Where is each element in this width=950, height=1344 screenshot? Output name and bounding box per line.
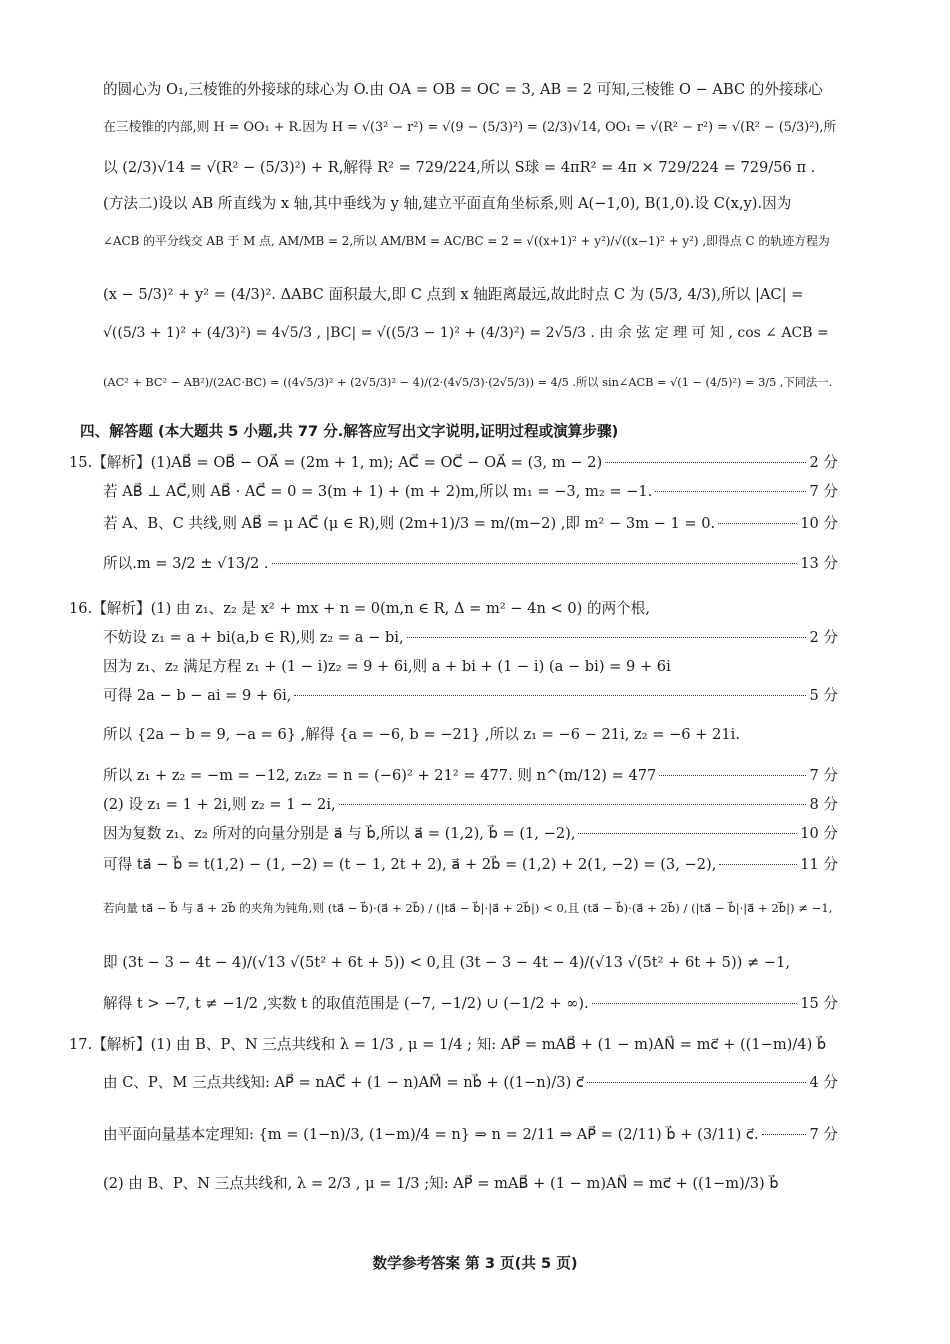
dot-leader xyxy=(272,563,798,564)
q16-text: 不妨设 z₁ = a + bi(a,b ∈ R),则 z₂ = a − bi, xyxy=(103,629,404,646)
dot-leader xyxy=(578,833,797,834)
score-label: 10 分 xyxy=(800,825,838,842)
q15-line xyxy=(69,451,838,472)
q16-text: 若向量 ta⃗ − b⃗ 与 a⃗ + 2b⃗ 的夹角为钝角,则 (ta⃗ − b⃗)·(a⃗ + 2b⃗) / (|ta⃗ − b⃗|·|a⃗ + 2b⃗|) < 0,且 (ta⃗ − b⃗)·(a⃗ + 2b⃗) / (|ta⃗ − b⃗|·|a⃗ + 2b⃗|) ≠ −1, xyxy=(103,901,833,915)
q17-text: 17.【解析】(1) 由 B、P、N 三点共线和 λ = 1/3 , μ = 1/4 ; 知: AP⃗ = mAB⃗ + (1 − m)AN⃗ = mc⃗ + ((1−m)/4) b⃗ xyxy=(69,1036,827,1053)
dot-leader xyxy=(655,491,806,492)
dot-leader xyxy=(659,775,806,776)
score-label: 7 分 xyxy=(809,767,838,784)
dot-leader xyxy=(587,1082,807,1083)
score-label: 11 分 xyxy=(800,856,838,873)
q16-text: 可得 2a − b − ai = 9 + 6i, xyxy=(103,687,292,704)
score-label: 4 分 xyxy=(809,1074,838,1091)
q16-line xyxy=(103,793,838,814)
solution-line xyxy=(103,78,838,99)
q15-text: 所以.m = 3/2 ± √13/2 . xyxy=(103,555,269,572)
q17-line xyxy=(103,1071,838,1092)
score-label: 8 分 xyxy=(809,796,838,813)
q17-text: 由平面向量基本定理知: {m = (1−n)/3, (1−m)/4 = n} ⇒ n = 2/11 ⇒ AP⃗ = (2/11) b⃗ + (3/11) c⃗. xyxy=(103,1126,759,1143)
q16-line xyxy=(103,992,838,1013)
solution-text: (AC² + BC² − AB²)/(2AC·BC) = ((4√5/3)² + (2√5/3)² − 4)/(2·(4√5/3)·(2√5/3)) = 4/5 .所以 sin∠ACB = √(1 − (4/5)²) = 3/5 ,下同法一. xyxy=(103,376,833,389)
q16-line xyxy=(103,684,838,705)
dot-leader xyxy=(718,523,797,524)
q15-text: 若 A、B、C 共线,则 AB⃗ = μ AC⃗ (μ ∈ R),则 (2m+1)/3 = m/(m−2) ,即 m² − 3m − 1 = 0. xyxy=(103,515,716,532)
score-label: 2 分 xyxy=(809,629,838,646)
q16-text: 因为复数 z₁、z₂ 所对的向量分别是 a⃗ 与 b⃗,所以 a⃗ = (1,2), b⃗ = (1, −2), xyxy=(103,825,576,842)
section-heading: 四、解答题 (本大题共 5 小题,共 77 分.解答应写出文字说明,证明过程或演算步骤) xyxy=(80,423,619,440)
q17-line xyxy=(69,1033,838,1054)
q17-line xyxy=(103,1123,838,1144)
dot-leader xyxy=(605,462,806,463)
q15-text: 若 AB⃗ ⊥ AC⃗,则 AB⃗ · AC⃗ = 0 = 3(m + 1) + (m + 2)m,所以 m₁ = −3, m₂ = −1. xyxy=(103,483,653,500)
dot-leader xyxy=(339,804,807,805)
q15-text: 15.【解析】(1)AB⃗ = OB⃗ − OA⃗ = (2m + 1, m); AC⃗ = OC⃗ − OA⃗ = (3, m − 2) xyxy=(69,454,603,471)
dot-leader xyxy=(762,1134,807,1135)
solution-text: √((5/3 + 1)² + (4/3)²) = 4√5/3 , |BC| = √((5/3 − 1)² + (4/3)²) = 2√5/3 . 由 余 弦 定 理 可 知 , cos ∠ ACB = xyxy=(103,325,829,341)
score-label: 5 分 xyxy=(809,687,838,704)
solution-line xyxy=(103,232,838,249)
score-label: 13 分 xyxy=(800,555,838,572)
q16-text: 可得 ta⃗ − b⃗ = t(1,2) − (1, −2) = (t − 1, 2t + 2), a⃗ + 2b⃗ = (1,2) + 2(1, −2) = (3, −2), xyxy=(103,856,717,873)
solution-text: 的圆心为 O₁,三棱锥的外接球的球心为 O.由 OA = OB = OC = 3, AB = 2 可知,三棱锥 O − ABC 的外接球心 xyxy=(103,81,823,98)
solution-text: 在三棱锥的内部,则 H = OO₁ + R.因为 H = √(3² − r²) = √(9 − (5/3)²) = (2/3)√14, OO₁ = √(R² − r²) = √(R² − (5/3)²),所 xyxy=(103,120,837,135)
solution-line xyxy=(103,374,838,390)
dot-leader xyxy=(407,637,807,638)
q16-text: 解得 t > −7, t ≠ −1/2 ,实数 t 的取值范围是 (−7, −1/2) ∪ (−1/2 + ∞). xyxy=(103,995,589,1012)
solution-line xyxy=(103,116,838,135)
q16-text: 所以 {2a − b = 9, −a = 6} ,解得 {a = −6, b = −21} ,所以 z₁ = −6 − 21i, z₂ = −6 + 21i. xyxy=(103,726,740,743)
q17-line xyxy=(103,1172,838,1193)
q17-text: 由 C、P、M 三点共线知: AP⃗ = nAC⃗ + (1 − n)AM⃗ = nb⃗ + ((1−n)/3) c⃗ xyxy=(103,1074,584,1091)
score-label: 10 分 xyxy=(800,515,838,532)
q16-text: 即 (3t − 3 − 4t − 4)/(√13 √(5t² + 6t + 5)) < 0,且 (3t − 3 − 4t − 4)/(√13 √(5t² + 6t + 5)) ≠ −1, xyxy=(103,954,790,971)
solution-line xyxy=(103,156,838,177)
q15-line xyxy=(103,512,838,533)
solution-line xyxy=(103,322,838,342)
q15-line xyxy=(103,552,838,573)
q16-line xyxy=(103,655,838,676)
solution-text: ∠ACB 的平分线交 AB 于 M 点, AM/MB = 2,所以 AM/BM = AC/BC = 2 = √((x+1)² + y²)/√((x−1)² + y²) ,即得点 C 的轨迹方程为 xyxy=(103,234,830,248)
q16-line xyxy=(103,626,838,647)
solution-line xyxy=(103,192,838,213)
score-label: 7 分 xyxy=(809,483,838,500)
page-footer: 数学参考答案 第 3 页(共 5 页) xyxy=(372,1255,578,1272)
q16-line xyxy=(103,853,838,874)
q17-text: (2) 由 B、P、N 三点共线和, λ = 2/3 , μ = 1/3 ;知: AP⃗ = mAB⃗ + (1 − m)AN⃗ = mc⃗ + ((1−m)/3) b⃗ xyxy=(103,1175,779,1192)
solution-text: (方法二)设以 AB 所直线为 x 轴,其中垂线为 y 轴,建立平面直角坐标系,则 A(−1,0), B(1,0).设 C(x,y).因为 xyxy=(103,195,792,212)
dot-leader xyxy=(592,1003,798,1004)
dot-leader xyxy=(294,695,806,696)
q16-line xyxy=(103,723,838,744)
q16-line xyxy=(103,764,838,785)
q15-line xyxy=(103,480,838,501)
q16-line xyxy=(69,597,838,618)
q16-text: 因为 z₁、z₂ 满足方程 z₁ + (1 − i)z₂ = 9 + 6i,则 a + bi + (1 − i) (a − bi) = 9 + 6i xyxy=(103,658,671,675)
q16-line xyxy=(103,822,838,843)
solution-text: (x − 5/3)² + y² = (4/3)². ΔABC 面积最大,即 C 点到 x 轴距离最远,故此时点 C 为 (5/3, 4/3),所以 |AC| = xyxy=(103,286,804,303)
q16-text: (2) 设 z₁ = 1 + 2i,则 z₂ = 1 − 2i, xyxy=(103,796,336,813)
q16-line xyxy=(103,900,838,916)
solution-line xyxy=(103,283,838,304)
score-label: 7 分 xyxy=(809,1126,838,1143)
dot-leader xyxy=(719,864,797,865)
q16-line xyxy=(103,951,838,972)
solution-text: 以 (2/3)√14 = √(R² − (5/3)²) + R,解得 R² = 729/224,所以 S球 = 4πR² = 4π × 729/224 = 729/56 π . xyxy=(103,159,816,176)
score-label: 2 分 xyxy=(809,454,838,471)
q16-text: 16.【解析】(1) 由 z₁、z₂ 是 x² + mx + n = 0(m,n ∈ R, Δ = m² − 4n < 0) 的两个根, xyxy=(69,600,651,617)
q16-text: 所以 z₁ + z₂ = −m = −12, z₁z₂ = n = (−6)² + 21² = 477. 则 n^(m/12) = 477 xyxy=(103,767,657,784)
score-label: 15 分 xyxy=(800,995,838,1012)
